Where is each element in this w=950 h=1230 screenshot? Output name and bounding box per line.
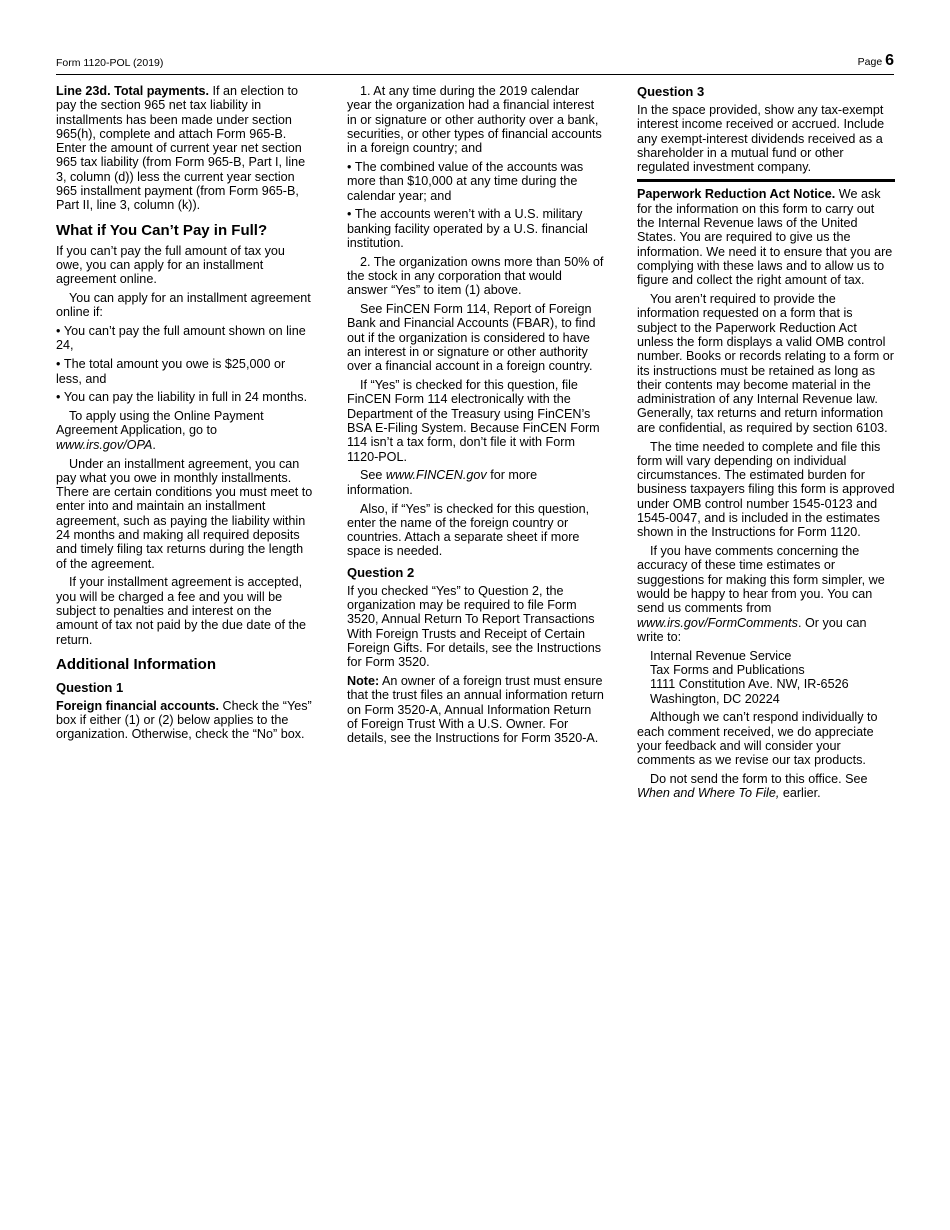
address-line: Internal Revenue Service [650, 648, 792, 663]
fincen-paragraph: See FinCEN Form 114, Report of Foreign Bank and Financial Accounts (FBAR), to find out if the organization is considered to have an interest in or signature or other authority over a financial account in a foreign country. [347, 302, 596, 374]
bullet-item: • You can’t pay the full amount shown on line 24, [56, 324, 314, 353]
note-paragraph: Note: An owner of a foreign trust must ensure that the trust files an annual information return on Form 3520-A, Annual Information Return of Foreign Trust With a U.S. Owner. For details, see the Instructions for Form 3520-A. [347, 673, 604, 746]
do-not-send-paragraph: Do not send the form to this office. See When and Where To File, earlier. [637, 772, 868, 801]
heading-question-1: Question 1 [56, 679, 124, 695]
item-1-paragraph: 1. At any time during the 2019 calendar year the organization had a financial interest in or signature or other authority over a bank, securities, or other types of financial accounts in a foreign country; and [347, 84, 602, 156]
form-comments-link: www.irs.gov/FormComments [637, 615, 798, 630]
page-number: Page 6 [857, 52, 894, 69]
opa-paragraph: To apply using the Online Payment Agreement Application, go to www.irs.gov/OPA. [56, 409, 264, 452]
accepted-paragraph: If your installment agreement is accepted, you will be charged a fee and you will be subject to penalties and interest on the amount of tax not paid by the due date of the return. [56, 575, 306, 647]
opa-link: www.irs.gov/OPA [56, 437, 153, 452]
foreign-accounts-paragraph: Foreign financial accounts. Check the “Yes” box if either (1) or (2) below applies to the organization. Otherwise, check the “No” box. [56, 698, 312, 742]
heading-additional-info: Additional Information [56, 655, 216, 673]
bullet-item: • You can pay the liability in full in 24 months. [56, 390, 314, 404]
question-3-paragraph: In the space provided, show any tax-exempt interest income received or accrued. Include any exempt-interest dividends received as a shareholder in a mutual fund or other regulated investment company. [637, 103, 885, 175]
agreement-paragraph: Under an installment agreement, you can pay what you owe in monthly installments. There are certain conditions you must meet to enter into and maintain an installment agreement, such as paying the liability within 24 months and making all required deposits and timely filing tax returns during the length of the agreement. [56, 456, 313, 571]
cant-pay-paragraph: If you can’t pay the full amount of tax you owe, you can apply for an installment agreement online. [56, 243, 285, 287]
mailing-address [637, 649, 895, 706]
yes-checked-paragraph: If “Yes” is checked for this question, file FinCEN Form 114 electronically with the Department of the Treasury using FinCEN’s BSA E-Filing System. Because FinCEN Form 114 isn’t a tax form, don’t file it with Form 1120-POL. [347, 378, 600, 464]
address-line: 1111 Constitution Ave. NW, IR-6526 [650, 677, 849, 692]
item-2-paragraph: 2. The organization owns more than 50% of the stock in any corporation that would answer “Yes” to item (1) above. [347, 254, 604, 298]
paperwork-notice-paragraph: Paperwork Reduction Act Notice. We ask for the information on this form to carry out the Internal Revenue laws of the United States. You are required to give us the information. We need it to ensure that you are complying with these laws and to allow us to figure and collect the right amount of tax. [637, 187, 893, 288]
address-line: Tax Forms and Publications [650, 662, 805, 677]
also-paragraph: Also, if “Yes” is checked for this question, enter the name of the foreign country or countries. Attach a separate sheet if more space is needed. [347, 501, 590, 559]
question-2-paragraph: If you checked “Yes” to Question 2, the organization may be required to file Form 3520, Annual Return To Report Transactions With Foreign Trusts and Receipt of Certain Foreign Gifts. For details, see the Instructions for Form 3520. [347, 583, 602, 670]
heading-cant-pay: What if You Can’t Pay in Full? [56, 221, 268, 239]
address-line: Washington, DC 20224 [650, 691, 780, 706]
bullet-item: • The accounts weren’t with a U.S. military banking facility operated by a U.S. financial institution. [347, 207, 605, 250]
time-needed-paragraph: The time needed to complete and file this form will vary depending on individual circumstances. The estimated burden for business taxpayers filing this form is approved under OMB control number 1545-0123 and 1545-0047, and is included in the estimates shown in the Instructions for Form 1120. [637, 439, 895, 540]
apply-online-paragraph: You can apply for an installment agreement online if: [56, 291, 311, 320]
line23d-paragraph: Line 23d. Total payments. If an election to pay the section 965 net tax liability in installments has been made under section 965(h), complete and attach Form 965-B. Enter the amount of current year net section 965 tax liability (from Form 965-B, Part I, line 3, column (d)) less the current year section 965 installment payment (from Form 965-B, Part II, line 3, column (k)). [56, 84, 306, 213]
bullet-item: • The total amount you owe is $25,000 or less, and [56, 357, 314, 386]
bullet-item: • The combined value of the accounts was more than $10,000 at any time during the calendar year; and [347, 160, 605, 203]
heading-question-3: Question 3 [637, 84, 705, 99]
page-header [56, 52, 894, 74]
column-2 [347, 84, 605, 750]
column-3 [637, 84, 895, 805]
fincen-link: www.FINCEN.gov [385, 468, 487, 483]
form-id: Form 1120-POL (2019) [56, 57, 164, 69]
section-divider [637, 179, 895, 182]
comments-paragraph: If you have comments concerning the accuracy of these time estimates or suggestions for making this form simpler, we would be happy to hear from you. You can send us comments from www.irs.gov/FormComments. Or you can write to: [637, 544, 885, 644]
not-required-paragraph: You aren’t required to provide the information requested on a form that is subject to the Paperwork Reduction Act unless the form displays a valid OMB control number. Books or records relating to a form or its instructions must be retained as long as their contents may become material in the administration of any Internal Revenue law. Generally, tax returns and return information are confidential, as required by section 6103. [637, 292, 894, 435]
although-paragraph: Although we can’t respond individually to each comment received, we do appreciate your feedback and will consider your comments as we revise our tax products. [637, 710, 878, 768]
header-rule [56, 74, 894, 75]
column-1 [56, 84, 314, 746]
see-fincen-paragraph: See www.FINCEN.gov for more information. [347, 468, 538, 497]
heading-question-2: Question 2 [347, 564, 415, 580]
